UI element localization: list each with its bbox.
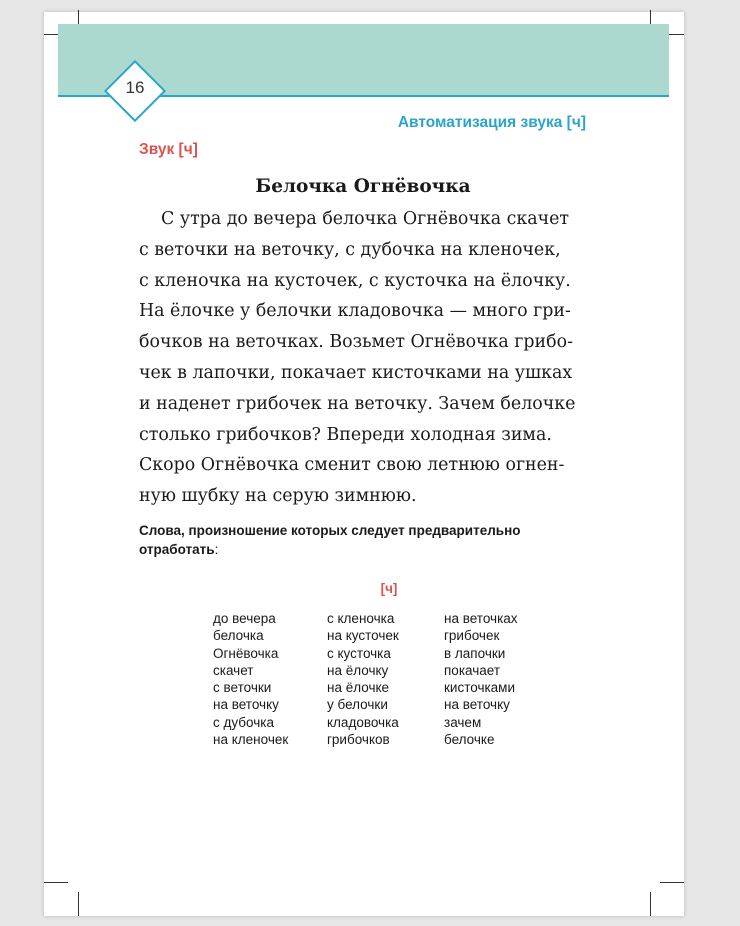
word-item: грибочков xyxy=(327,732,390,748)
instruction-suffix: : xyxy=(214,542,219,557)
crop-mark xyxy=(78,892,79,916)
story-line: Скоро Огнёвочка сменит свою летнюю огнен- xyxy=(139,455,565,476)
word-item: кладовочка xyxy=(327,714,399,730)
story-line: чек в лапочки, покачает кисточками на ушках xyxy=(139,362,573,383)
story-line: На ёлочке у белочки кладовочка — много гри- xyxy=(139,301,571,322)
word-item: на ёлочку xyxy=(327,662,389,678)
word-column-1 xyxy=(213,610,288,748)
word-column-2 xyxy=(327,610,399,748)
crop-mark xyxy=(660,882,684,883)
word-item: белочке xyxy=(444,732,495,748)
crop-mark xyxy=(650,892,651,916)
story-line: С утра до вечера белочка Огнёвочка скачет xyxy=(161,209,570,229)
page-number: 16 xyxy=(125,78,145,97)
sound-label: Звук [ч] xyxy=(139,141,198,158)
word-item: с дубочка xyxy=(213,714,274,730)
word-item: скачет xyxy=(213,662,254,678)
story-line: и наденет грибочек на веточку. Зачем белочке xyxy=(139,393,576,414)
word-item: на кусточек xyxy=(327,628,399,644)
story-line: ную шубку на серую зимнюю. xyxy=(139,486,417,507)
section-title: Автоматизация звука [ч] xyxy=(397,114,586,131)
word-item: до вечера xyxy=(213,611,276,626)
story-title: Белочка Огнёвочка xyxy=(255,176,471,197)
word-item: у белочки xyxy=(327,697,388,713)
word-item: на кленочек xyxy=(213,732,289,748)
word-list-heading: [ч] xyxy=(380,581,398,596)
word-item: Огнёвочка xyxy=(213,645,279,661)
story-line: столько грибочков? Впереди холодная зима. xyxy=(139,424,552,445)
instruction-text: Слова, произношение которых следует предварительно отработать xyxy=(139,523,521,557)
word-item: на веточках xyxy=(444,611,518,626)
crop-mark xyxy=(44,882,68,883)
instruction xyxy=(139,521,599,559)
word-item: на ёлочке xyxy=(327,680,390,696)
word-item: на веточку xyxy=(213,697,279,713)
word-column-3 xyxy=(444,610,518,748)
story-line: бочков на веточках. Возьмет Огнёвочка грибо- xyxy=(139,332,573,353)
story-line: с веточки на веточку, с дубочка на кленочек, xyxy=(139,239,561,260)
word-item: кисточками xyxy=(444,680,516,696)
word-item: на веточку xyxy=(444,697,510,713)
word-item: покачает xyxy=(444,662,501,678)
word-item: в лапочки xyxy=(444,645,506,661)
word-item: с веточки xyxy=(213,680,272,696)
story-line: с кленочка на кусточек, с кусточка на ёлочку. xyxy=(139,270,571,291)
story-text xyxy=(139,204,599,512)
word-item: зачем xyxy=(444,714,482,730)
word-item: с кленочка xyxy=(327,611,395,626)
word-item: белочка xyxy=(213,628,264,644)
word-item: грибочек xyxy=(444,628,500,644)
word-item: с кусточка xyxy=(327,645,391,661)
